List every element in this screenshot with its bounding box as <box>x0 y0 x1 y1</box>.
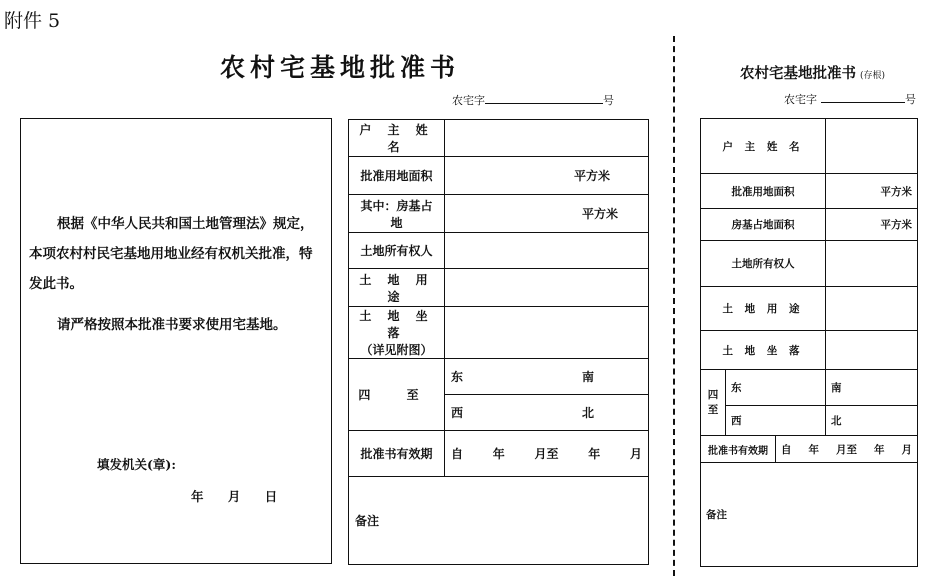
stub-title-text: 农村宅基地批准书 <box>740 65 856 82</box>
approved-area-unit: 平方米 <box>445 157 649 195</box>
stub-approved-area-unit: 平方米 <box>826 174 918 209</box>
table-row <box>701 174 918 209</box>
stub-validity-year-2: 年 <box>874 443 885 456</box>
table-row <box>701 119 918 174</box>
stub-east-cell <box>726 370 826 406</box>
table-row <box>349 359 649 395</box>
owner-name-value <box>445 120 649 157</box>
table-row <box>349 307 649 359</box>
annex-label: 附件 5 <box>4 10 61 32</box>
stub-form-table <box>700 118 918 567</box>
stub-owner-name-label: 户 主 姓 名 <box>701 119 826 174</box>
table-row <box>701 436 918 463</box>
table-row <box>349 195 649 233</box>
issuing-authority-label: 填发机关(章): <box>97 457 176 472</box>
stub-west-cell <box>726 406 826 436</box>
validity-value <box>445 431 649 477</box>
stub-location-value <box>826 331 918 370</box>
number-blank <box>485 93 603 104</box>
remarks-cell <box>349 477 649 565</box>
main-form-table <box>348 119 649 565</box>
location-label <box>349 307 445 359</box>
owner-name-label: 户 主 姓 名 <box>349 120 445 157</box>
number-prefix: 农宅字 <box>452 94 485 107</box>
south-label: 南 <box>581 370 594 384</box>
stub-number-blank <box>821 92 905 103</box>
stub-east-label: 东 <box>731 382 742 394</box>
stub-validity-label: 批准书有效期 <box>701 436 776 463</box>
stub-south-label: 南 <box>831 382 842 394</box>
declaration-paragraph-2: 请严格按照本批准书要求使用宅基地。 <box>57 317 287 333</box>
stub-north-label: 北 <box>831 415 842 427</box>
validity-month-to: 月至 <box>534 447 559 461</box>
validity-from: 自 <box>451 447 464 461</box>
table-row <box>349 120 649 157</box>
house-area-unit: 平方米 <box>445 195 649 233</box>
land-use-value <box>445 269 649 307</box>
stub-owner-name-value <box>826 119 918 174</box>
table-row <box>701 287 918 331</box>
stub-number-suffix: 号 <box>905 93 916 106</box>
north-label: 北 <box>581 406 594 420</box>
east-south-cell <box>445 359 649 395</box>
stub-location-label: 土 地 坐 落 <box>701 331 826 370</box>
validity-year-1: 年 <box>492 447 505 461</box>
stub-validity-value <box>776 436 918 463</box>
stub-title-tag: (存根) <box>860 71 886 81</box>
table-row <box>701 209 918 241</box>
stub-boundary-char-2: 至 <box>707 403 719 416</box>
stub-title <box>740 62 885 83</box>
issue-date-label: 年 月 日 <box>191 489 278 504</box>
land-owner-value <box>445 233 649 269</box>
stub-land-owner-label: 土地所有权人 <box>701 241 826 287</box>
location-value <box>445 307 649 359</box>
table-row <box>701 331 918 370</box>
table-row <box>349 233 649 269</box>
house-area-label: 其中：房基占地 <box>349 195 445 233</box>
stub-boundaries-label <box>701 370 726 436</box>
main-number-line <box>452 92 614 108</box>
remarks-label: 备注 <box>355 514 380 528</box>
stub-land-owner-value <box>826 241 918 287</box>
stub-north-cell <box>826 406 918 436</box>
stub-validity-month-2: 月 <box>901 443 912 456</box>
stub-validity-month-to: 月至 <box>836 443 857 456</box>
table-row <box>701 406 918 436</box>
stub-approved-area-label: 批准用地面积 <box>701 174 826 209</box>
stub-remarks-label: 备注 <box>706 509 727 521</box>
stub-number-prefix: 农宅字 <box>784 93 817 106</box>
approved-area-label: 批准用地面积 <box>349 157 445 195</box>
main-form-title: 农村宅基地批准书 <box>219 53 460 82</box>
stub-remarks-cell <box>701 463 918 567</box>
stub-validity-from: 自 <box>781 443 792 456</box>
stub-south-cell <box>826 370 918 406</box>
stub-west-label: 西 <box>731 415 742 427</box>
west-label: 西 <box>451 406 464 420</box>
east-label: 东 <box>451 370 464 384</box>
declaration-panel <box>20 118 332 564</box>
land-use-label: 土 地 用 途 <box>349 269 445 307</box>
west-north-cell <box>445 395 649 431</box>
location-label-text: 土 地 坐 落 <box>359 309 434 340</box>
stub-land-use-label: 土 地 用 途 <box>701 287 826 331</box>
stub-house-area-unit: 平方米 <box>826 209 918 241</box>
table-row <box>349 157 649 195</box>
table-row <box>701 370 918 406</box>
validity-month-2: 月 <box>629 447 642 461</box>
stub-boundary-char-1: 四 <box>707 388 719 401</box>
table-row <box>701 241 918 287</box>
validity-year-2: 年 <box>588 447 601 461</box>
land-owner-label: 土地所有权人 <box>349 233 445 269</box>
tear-line <box>673 36 675 576</box>
stub-house-area-label: 房基占地面积 <box>701 209 826 241</box>
validity-label: 批准书有效期 <box>349 431 445 477</box>
declaration-paragraph-1: 根据《中华人民共和国土地管理法》规定，本项农村村民宅基地用地业经有权机关批准，特发此书。 <box>29 216 314 292</box>
number-suffix: 号 <box>603 94 614 107</box>
boundaries-label: 四 至 <box>349 359 445 431</box>
table-row <box>349 477 649 565</box>
table-row <box>349 269 649 307</box>
location-note: （详见附图） <box>360 343 433 357</box>
stub-validity-year-1: 年 <box>808 443 819 456</box>
table-row <box>349 431 649 477</box>
stub-number-line <box>784 91 916 107</box>
stub-land-use-value <box>826 287 918 331</box>
table-row <box>701 463 918 567</box>
